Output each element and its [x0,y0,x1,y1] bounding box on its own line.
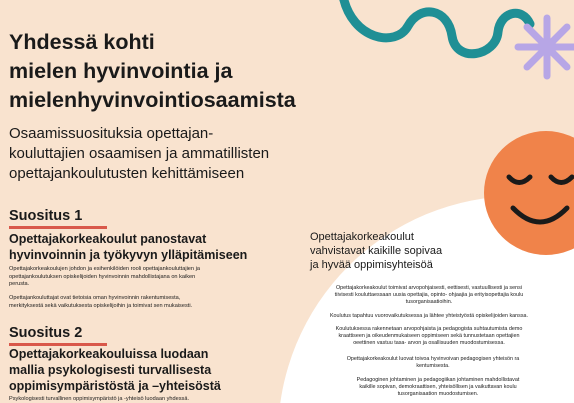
sparkle-icon [518,18,574,76]
title-line: hyvinvoinnin ja työkyvyn ylläpitämiseen [9,248,248,262]
circle-item-1 [292,285,566,306]
title-line: oppimisympäristöstä ja –yhteisöstä [9,379,221,393]
text-line: oeettinen vastuu tasa- arvon ja osallisuuden muodostumisessa. [353,340,505,346]
heading-line: ja hyvää oppimisyhteisöä [310,259,433,271]
title-line: Opettajakorkeakouluissa luodaan [9,347,209,361]
text-line: tusorganisaatioihin. [405,299,453,305]
recommendation-1-paragraph-2 [9,295,271,310]
text-line: tusorganisaation muodostumisen. [397,391,479,397]
title-line: mallia psykologisesti turvallisesta [9,363,212,377]
circle-item-2 [292,313,566,320]
recommendation-1-rule [9,226,107,229]
recommendation-2-paragraph-1 [9,396,271,403]
text-line: Opettajankouluttajat ovat tietoisia oman hyvinvoinnin rakentumisesta, [9,295,181,301]
circle-item-5 [310,377,566,398]
subtitle-line: kouluttajien osaamisen ja ammatillisten [9,145,270,162]
title-line: mielen hyvinvointia ja [9,59,233,83]
text-line: merkityksestä sekä vaikutuksesta opiskelijoihin ja toimivat sen mukaisesti. [9,302,193,309]
text-line: Opettajakorkeakoulut toimivat arvopohjaisesti, eettisesti, vastuullisesti ja sensi [335,285,523,291]
circle-item-3 [292,326,566,347]
text-line: Pedagoginen johtaminen ja pedagogiikan johtaminen mahdollistavat [356,377,520,383]
recommendation-2-title [9,346,274,394]
page-subtitle [9,124,309,184]
page-title [9,28,379,115]
text-line: Psykologisesti turvallinen oppimisympäristö ja -yhteisö luodaan yhdessä. [9,396,190,402]
text-line: Koulutuksessa rakennetaan arvopohjaista ja pedagogista suhtautumista demo [335,326,523,332]
text-line: tiivisesti kouluttaessaan uusia opettajia, opinto- ohjaajia ja erityisopettajia koulu [334,292,524,298]
circle-heading [310,230,500,272]
circle-item-4 [300,356,566,370]
heading-line: Opettajakorkeakoulut [310,231,414,243]
subtitle-line: opettajankoulutusten kehittämiseen [9,165,245,182]
recommendation-1-title [9,231,274,263]
text-line: perusta. [9,281,30,287]
recommendation-1-heading: Suositus 1 [9,208,83,224]
title-line: mielenhyvinvointiosaamista [9,88,296,112]
recommendation-1-paragraph-1 [9,266,271,289]
text-line: kentumisesta. [416,363,450,369]
subtitle-line: Osaamissuosituksia opettajan- [9,125,214,142]
text-line: opettajankoulutuksen opiskelijoiden hyvinvoinnin mahdollistajana on kaiken [9,273,196,280]
text-line: Opettajakorkeakoulujen johdon ja esihenkilöiden rooli opettajankouluttajien ja [9,266,200,272]
text-line: Koulutus tapahtuu vuorovaikutuksessa ja lähtee yhteistyöstä opiskelijoiden kanssa. [329,313,529,319]
recommendation-2-heading: Suositus 2 [9,325,83,341]
heading-line: vahvistavat kaikille sopivaa [310,245,443,257]
text-line: Opettajakorkeakoulut luovat toivoa hyvinvoivan pedagogisen yhteisön ra [346,356,520,362]
title-line: Opettajakorkeakoulut panostavat [9,232,207,246]
title-line: Yhdessä kohti [9,30,155,54]
text-line: kaikille sopivan, demokraattisen, yhteisöllisen ja vaikuttavan koulu [359,384,517,390]
text-line: kraattiseen ja oikeudenmukaiseen oppimiseen sekä tunnustetaan opettajien [338,333,520,339]
